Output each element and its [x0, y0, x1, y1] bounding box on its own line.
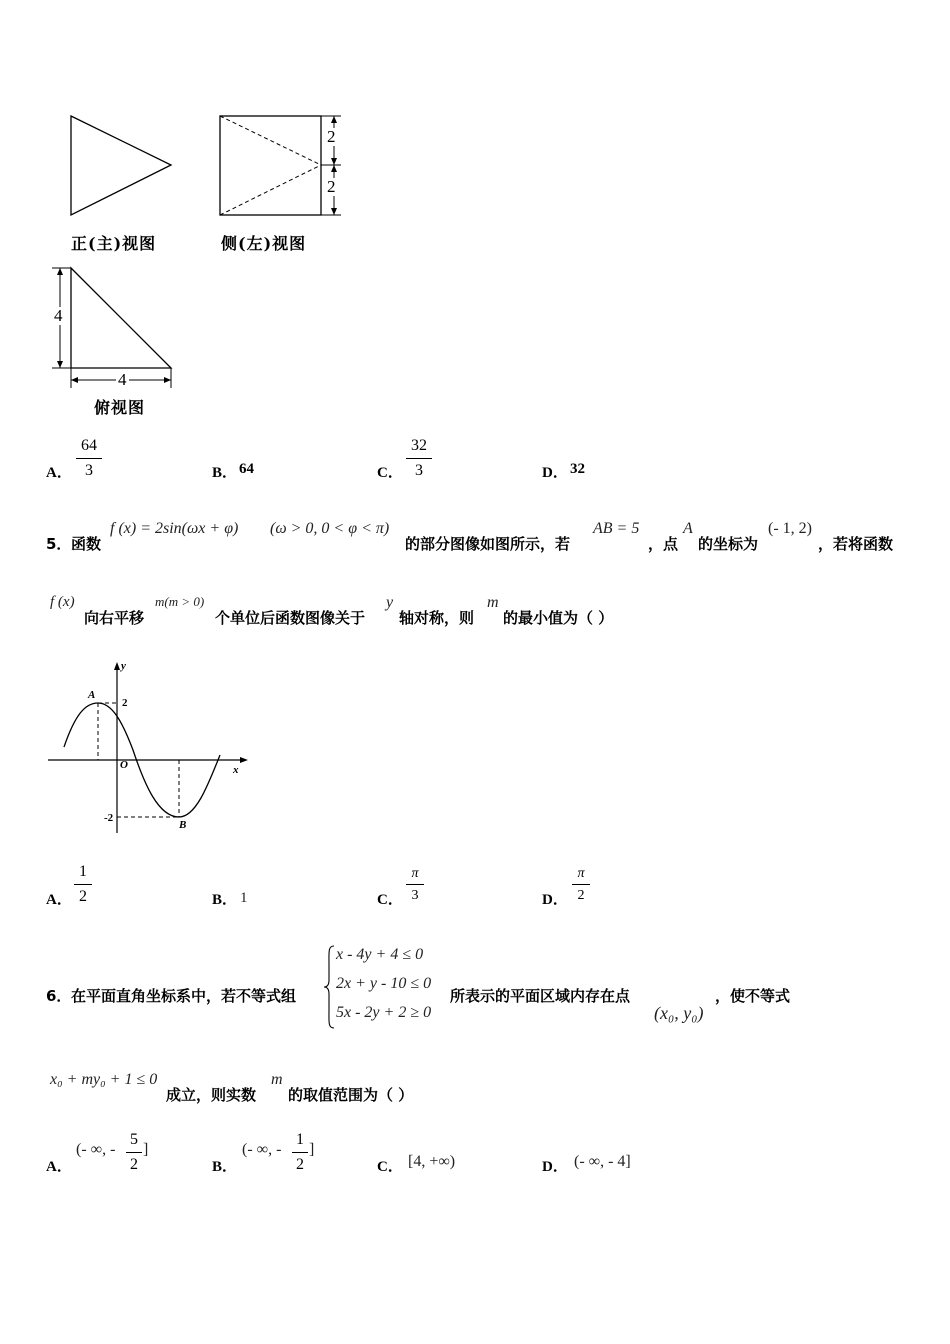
q6-option-c-letter: C． [377, 1159, 403, 1175]
q5-option-c-letter: C． [377, 892, 403, 908]
q6-option-b-letter: B． [212, 1159, 238, 1175]
q5-option-c-fraction: π 3 [406, 866, 424, 905]
q6-system-brace [322, 944, 336, 1030]
q5-text-4: 的坐标为 [698, 535, 759, 553]
q4-option-d-value: 32 [570, 461, 585, 477]
q6-math-point: (x₀, y₀) [654, 1003, 704, 1023]
q6-ineq-1: x - 4y + 4 ≤ 0 [336, 946, 424, 963]
q5-graph-label-b: B [179, 819, 187, 831]
q5-math-y: y [386, 594, 394, 611]
q5-graph-label-y: y [121, 660, 126, 672]
q6-text-2: 所表示的平面区域内存在点 [450, 987, 631, 1005]
q5-math-a: A [683, 520, 693, 537]
q5-text-3: ，点 [648, 535, 679, 553]
q5-math-ab: AB = 5 [593, 520, 640, 537]
q6-option-c-value: [4, +∞) [408, 1153, 456, 1170]
three-view-figures [0, 0, 400, 420]
side-view-square [220, 116, 321, 215]
q4-option-b-letter: B． [212, 465, 238, 481]
q5-text-9: 的最小值为（ ） [503, 609, 614, 627]
q5-text-2: 的部分图像如图所示，若 [405, 535, 571, 553]
q6-math-m: m [271, 1071, 283, 1088]
dim-label-4-left: 4 [54, 306, 63, 325]
side-view-caption: 侧(左)视图 [221, 234, 307, 253]
q5-option-d-letter: D． [542, 892, 568, 908]
q5-graph-label-2: 2 [122, 697, 128, 709]
q6-option-b-prefix: (- ∞, - [242, 1141, 282, 1158]
q5-math-function: f (x) = 2sin(ωx + φ) [110, 520, 239, 537]
q4-option-c-fraction: 32 3 [406, 436, 432, 481]
q5-text-5: ，若将函数 [818, 535, 894, 553]
q6-math-ineq: x₀ + my₀ + 1 ≤ 0 [50, 1071, 158, 1088]
q5-math-fx: f (x) [50, 594, 75, 610]
q5-option-d-fraction: π 2 [572, 866, 590, 905]
q5-text-7: 个单位后函数图像关于 [215, 609, 366, 627]
q5-math-point: (- 1, 2) [768, 520, 812, 537]
q6-text-3: ，使不等式 [715, 987, 791, 1005]
q5-math-m2: m [487, 594, 499, 611]
q5-graph-label-neg2: -2 [104, 812, 114, 824]
q5-option-a-letter: A． [46, 892, 72, 908]
q5-math-m: m(m > 0) [155, 594, 205, 609]
q6-option-b-suffix: ] [309, 1141, 315, 1158]
q6-option-a-letter: A． [46, 1159, 72, 1175]
top-view-triangle [71, 268, 171, 368]
q5-graph-label-o: O [120, 759, 128, 771]
q4-option-b-value: 64 [239, 461, 254, 477]
top-view-caption: 俯视图 [94, 398, 146, 417]
q5-option-b-letter: B． [212, 892, 238, 908]
q5-text-6: 向右平移 [84, 609, 145, 627]
q4-option-c-letter: C． [377, 465, 403, 481]
q5-sine-graph [40, 655, 255, 840]
q4-option-d-letter: D． [542, 465, 568, 481]
q6-option-d-value: (- ∞, - 4] [574, 1153, 631, 1170]
q6-option-a-fraction: 5 2 [126, 1130, 142, 1175]
q4-option-a-letter: A． [46, 465, 72, 481]
q6-number: 6． [46, 987, 72, 1005]
q6-ineq-2: 2x + y - 10 ≤ 0 [336, 975, 432, 992]
q5-option-a-fraction: 1 2 [74, 862, 92, 907]
q5-number: 5． [46, 535, 72, 553]
q6-text-5: 的取值范围为（ ） [288, 1086, 414, 1104]
q6-text-1: 在平面直角坐标系中，若不等式组 [71, 987, 297, 1005]
q5-math-condition: (ω > 0, 0 < φ < π) [270, 520, 390, 537]
front-view-caption: 正(主)视图 [71, 234, 157, 253]
q6-ineq-3: 5x - 2y + 2 ≥ 0 [336, 1004, 432, 1021]
dim-label-2-top: 2 [327, 127, 336, 146]
q6-text-4: 成立，则实数 [166, 1086, 257, 1104]
dim-label-4-bottom: 4 [118, 370, 127, 389]
q5-text-8: 轴对称，则 [399, 609, 475, 627]
q5-graph-label-a: A [88, 689, 96, 701]
q5-graph-label-x: x [233, 764, 239, 776]
q4-option-a-fraction: 64 3 [76, 436, 102, 481]
q6-option-b-fraction: 1 2 [292, 1130, 308, 1175]
q6-option-d-letter: D． [542, 1159, 568, 1175]
q5-text-1: 函数 [71, 535, 102, 553]
q5-option-b-value: 1 [240, 890, 248, 906]
q6-option-a-prefix: (- ∞, - [76, 1141, 116, 1158]
dim-label-2-bottom: 2 [327, 177, 336, 196]
q6-option-a-suffix: ] [143, 1141, 149, 1158]
front-view-triangle [71, 116, 171, 215]
